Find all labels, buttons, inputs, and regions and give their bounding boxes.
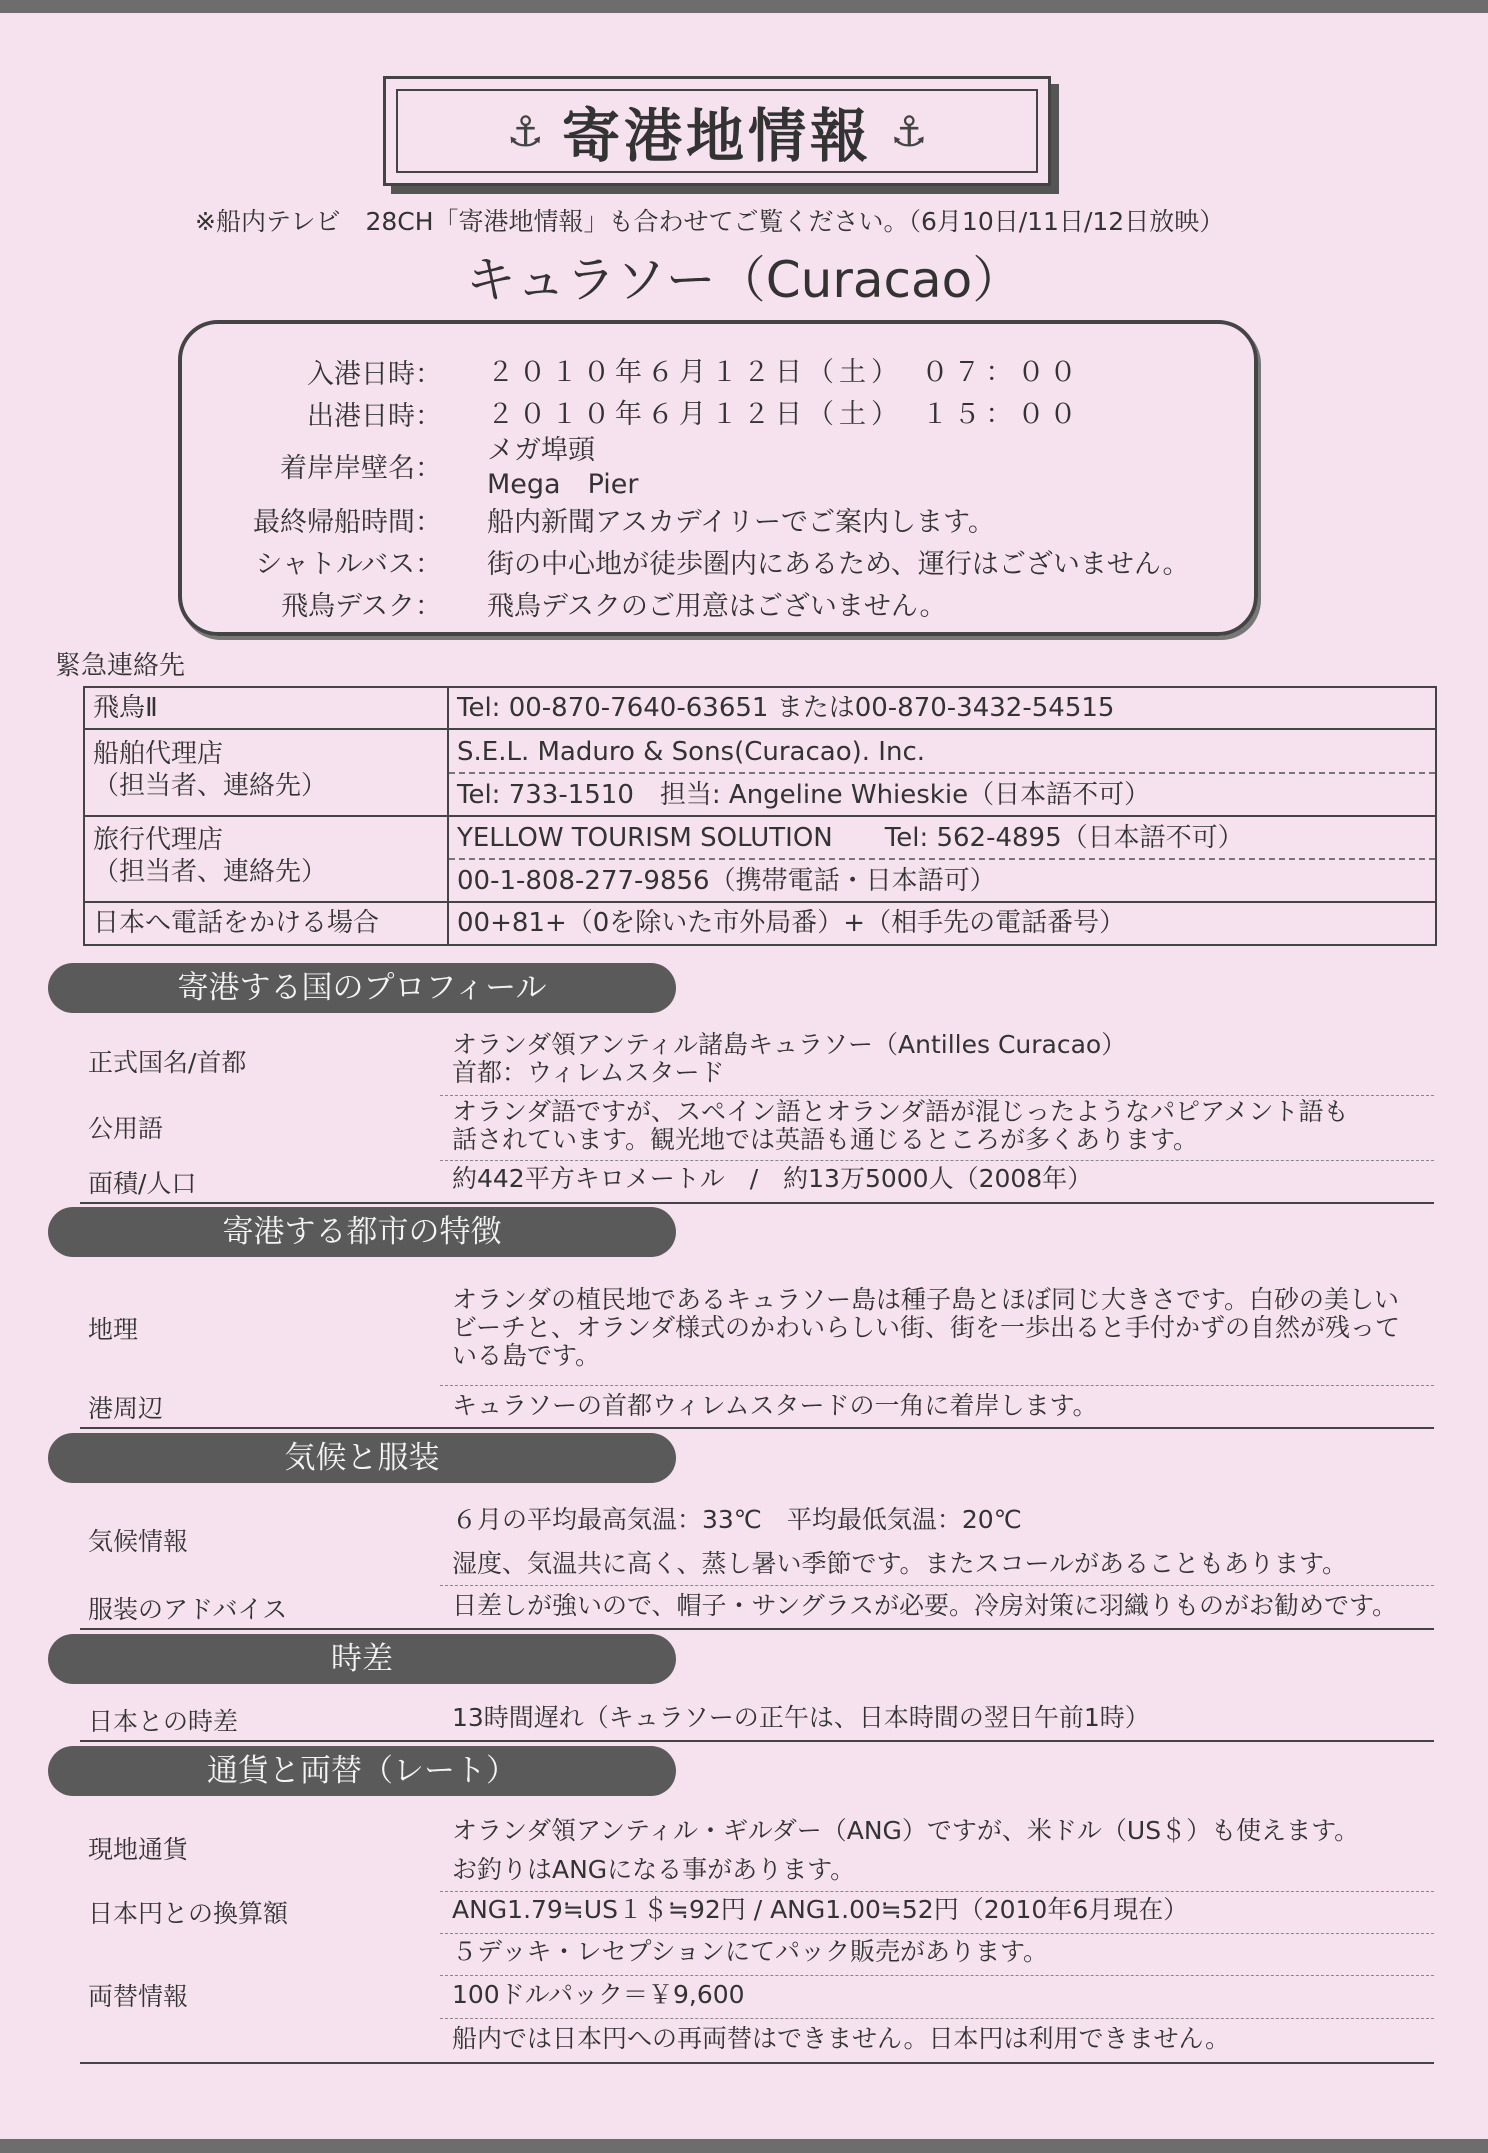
row-value-exchange-info-3: 船内では日本円への再両替はできません。日本円は利用できません。 <box>452 2024 1231 2053</box>
return-time-value: 船内新聞アスカデイリーでご案内します。 <box>487 507 995 538</box>
pier-value-en: Mega Pier <box>487 469 639 500</box>
row-label-exchange-info: 両替情報 <box>88 1982 189 2011</box>
row-value-language-1: オランダ語ですが、スペイン語とオランダ語が混じったようなパピアメント語も <box>452 1097 1349 1126</box>
emergency-value-travel-name: YELLOW TOURISM SOLUTION Tel: 562-4895（日本語不可） <box>457 823 1244 853</box>
row-divider <box>440 2018 1434 2019</box>
pier-value-ja: メガ埠頭 <box>487 435 595 466</box>
section-rule <box>80 1628 1434 1630</box>
row-label-exchange-rate: 日本円との換算額 <box>88 1899 289 1928</box>
row-value-geography-1: オランダの植民地であるキュラソー島は種子島とほぼ同じ大きさです。白砂の美しい <box>452 1285 1400 1314</box>
emergency-label-ship: 飛鳥Ⅱ <box>93 693 158 723</box>
row-label-language: 公用語 <box>88 1114 164 1143</box>
section-header-city: 寄港する都市の特徴 <box>48 1207 676 1257</box>
shuttle-value: 街の中心地が徒歩圏内にあるため、運行はございません。 <box>487 549 1190 580</box>
row-value-language-2: 話されています。観光地では英語も通じるところが多くあります。 <box>452 1125 1199 1154</box>
section-header-climate: 気候と服装 <box>48 1433 676 1483</box>
scan-top-border <box>0 0 1488 13</box>
anchor-emblem-icon: ⚓ <box>506 106 544 156</box>
row-divider <box>440 1975 1434 1976</box>
row-divider <box>440 1095 1434 1096</box>
row-value-currency-2: お釣りはANGになる事があります。 <box>452 1855 856 1884</box>
emergency-value-agent-tel: Tel: 733-1510 担当: Angeline Whieskie（日本語不可） <box>457 780 1151 810</box>
title-plaque <box>383 76 1051 186</box>
scan-bottom-border <box>0 2139 1488 2153</box>
row-value-time-diff: 13時間遅れ（キュラソーの正午は、日本時間の翌日午前1時） <box>452 1703 1150 1732</box>
row-value-climate-temp: ６月の平均最高気温：33℃ 平均最低気温：20℃ <box>452 1505 1022 1534</box>
section-rule <box>80 1427 1434 1429</box>
section-rule <box>80 2062 1434 2064</box>
row-value-port-area: キュラソーの首都ウィレムスタードの一角に着岸します。 <box>452 1391 1098 1420</box>
row-divider <box>440 1160 1434 1161</box>
desk-label: 飛鳥デスク： <box>281 591 442 622</box>
section-header-currency: 通貨と両替（レート） <box>48 1746 676 1796</box>
title-plaque-inner <box>396 89 1038 173</box>
row-value-geography-2: ビーチと、オランダ様式のかわいらしい街、街を一歩出ると手付かずの自然が残って <box>452 1313 1401 1342</box>
section-header-time: 時差 <box>48 1634 676 1684</box>
row-value-exchange-rate: ANG1.79≒US１＄≒92円 / ANG1.00≒52円（2010年6月現在） <box>452 1895 1189 1924</box>
row-label-country: 正式国名/首都 <box>88 1048 247 1077</box>
table-rule <box>85 901 1435 903</box>
port-info-box <box>178 320 1258 636</box>
emergency-label-travel: 旅行代理店 <box>93 825 224 855</box>
emergency-table <box>83 686 1437 946</box>
row-value-clothing: 日差しが強いので、帽子・サングラスが必要。冷房対策に羽織りものがお勧めです。 <box>452 1591 1398 1620</box>
row-value-geography-3: いる島です。 <box>452 1341 601 1370</box>
arrival-label: 入港日時： <box>307 359 442 390</box>
row-label-climate: 気候情報 <box>88 1527 189 1556</box>
row-label-port-area: 港周辺 <box>88 1394 164 1423</box>
row-label-currency: 現地通貨 <box>88 1835 189 1864</box>
row-label-clothing: 服装のアドバイス <box>88 1595 288 1624</box>
return-time-label: 最終帰船時間： <box>253 507 442 538</box>
emergency-label-japan-call: 日本へ電話をかける場合 <box>93 908 380 938</box>
table-rule-dashed <box>449 858 1435 860</box>
row-divider <box>440 1891 1434 1892</box>
tv-note: ※船内テレビ 28CH「寄港地情報」も合わせてご覧ください。（6月10日/11日/12日放映） <box>195 207 1225 236</box>
emergency-value-agent-name: S.E.L. Maduro & Sons(Curacao). Inc. <box>457 737 925 767</box>
emergency-value-travel-mobile: 00-1-808-277-9856（携帯電話・日本語可） <box>457 866 996 896</box>
page-title: 寄港地情報 <box>561 102 872 170</box>
port-name: キュラソー（Curacao） <box>465 251 1023 309</box>
row-label-geography: 地理 <box>88 1315 139 1344</box>
desk-value: 飛鳥デスクのご用意はございません。 <box>487 591 947 622</box>
section-rule <box>80 1202 1434 1204</box>
row-value-capital: 首都：ウィレムスタード <box>452 1058 725 1087</box>
emergency-value-ship: Tel: 00-870-7640-63651 または00-870-3432-54515 <box>457 693 1115 723</box>
emergency-value-japan-call: 00+81+（0を除いた市外局番）+（相手先の電話番号） <box>457 908 1126 938</box>
row-value-country: オランダ領アンティル諸島キュラソー（Antilles Curacao） <box>452 1030 1127 1059</box>
row-value-climate-desc: 湿度、気温共に高く、蒸し暑い季節です。またスコールがあることもあります。 <box>452 1549 1348 1578</box>
row-value-exchange-info-2: 100ドルパック＝￥9,600 <box>452 1980 745 2009</box>
emergency-label-agent: 船舶代理店 <box>93 739 224 769</box>
row-value-area: 約442平方キロメートル / 約13万5000人（2008年） <box>452 1164 1093 1193</box>
arrival-value: ２０１０年６月１２日（土） ０７：００ <box>487 357 1082 388</box>
row-value-exchange-info-1: ５デッキ・レセプションにてパック販売があります。 <box>452 1937 1049 1966</box>
row-value-currency-1: オランダ領アンティル・ギルダー（ANG）ですが、米ドル（US＄）も使えます。 <box>452 1816 1360 1845</box>
table-rule <box>85 815 1435 817</box>
emergency-label-agent-sub: （担当者、連絡先） <box>93 771 328 801</box>
table-rule-dashed <box>449 772 1435 774</box>
row-divider <box>440 1585 1434 1586</box>
shuttle-label: シャトルバス： <box>255 549 442 580</box>
emergency-title: 緊急連絡先 <box>55 651 186 681</box>
departure-value: ２０１０年６月１２日（土） １５：００ <box>487 399 1082 430</box>
row-divider <box>440 1385 1434 1386</box>
pier-label: 着岸岸壁名： <box>280 453 442 484</box>
emergency-label-travel-sub: （担当者、連絡先） <box>93 857 328 887</box>
row-divider <box>440 1933 1434 1934</box>
table-rule <box>85 728 1435 730</box>
departure-label: 出港日時： <box>307 401 442 432</box>
section-header-profile: 寄港する国のプロフィール <box>48 963 676 1013</box>
row-label-area: 面積/人口 <box>88 1169 197 1198</box>
anchor-emblem-icon: ⚓ <box>890 106 928 156</box>
section-rule <box>80 1740 1434 1742</box>
row-label-time-diff: 日本との時差 <box>88 1707 239 1736</box>
